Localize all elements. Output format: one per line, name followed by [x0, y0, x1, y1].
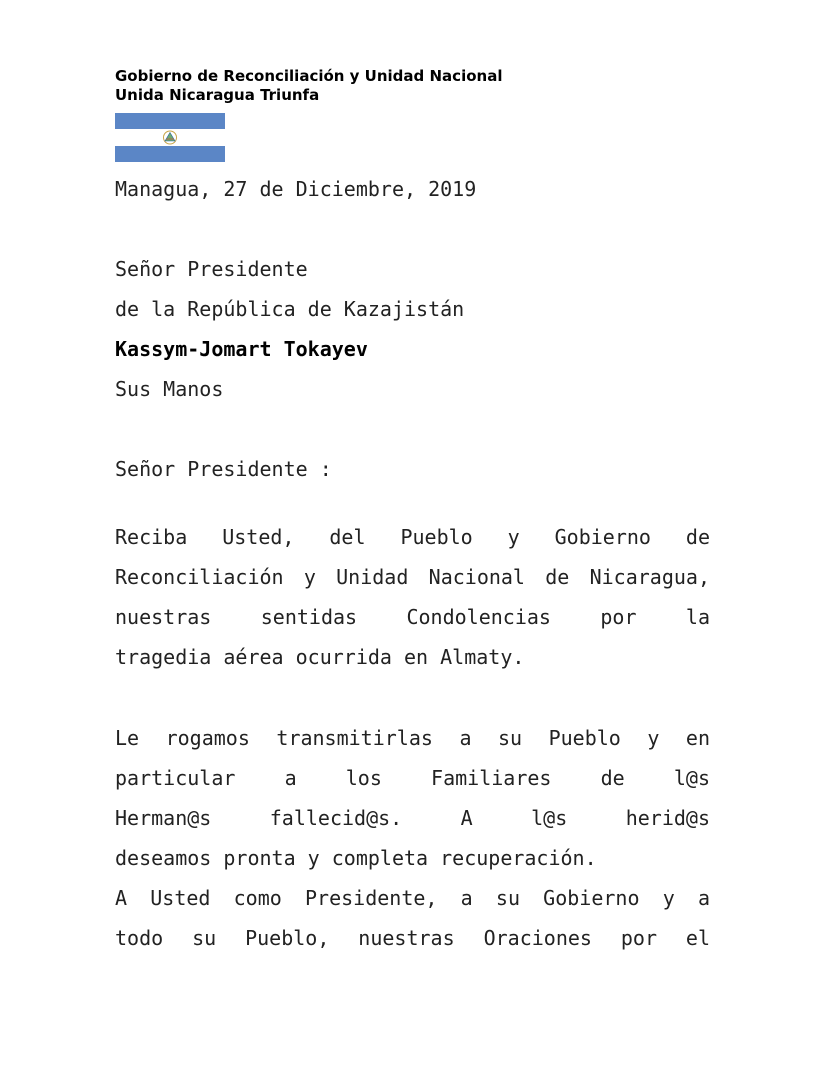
- paragraph-line: tragedia aérea ocurrida en Almaty.: [115, 645, 525, 669]
- paragraph-line: nuestras sentidas Condolencias por la: [115, 605, 710, 629]
- salutation: Señor Presidente :: [115, 457, 332, 481]
- recipient-title: Señor Presidente: [115, 257, 308, 281]
- date-line: Managua, 27 de Diciembre, 2019: [115, 177, 477, 201]
- paragraph-line: Reconciliación y Unidad Nacional de Nicaragua,: [115, 565, 710, 589]
- paragraph-line: A Usted como Presidente, a su Gobierno y a: [115, 886, 710, 910]
- government-header-line1: Gobierno de Reconciliación y Unidad Nacional: [115, 67, 503, 85]
- paragraph-condolences: [115, 517, 710, 677]
- paragraph-line: Herman@s fallecid@s. A l@s herid@s: [115, 806, 710, 830]
- recipient-closing: Sus Manos: [115, 377, 224, 401]
- paragraph-prayers: [115, 878, 710, 958]
- recipient-name: Kassym-Jomart Tokayev: [115, 337, 368, 361]
- paragraph-line: particular a los Familiares de l@s: [115, 766, 710, 790]
- government-header-line2: Unida Nicaragua Triunfa: [115, 86, 320, 104]
- recipient-country: de la República de Kazajistán: [115, 297, 465, 321]
- paragraph-request: [115, 718, 710, 878]
- paragraph-line: todo su Pueblo, nuestras Oraciones por el: [115, 926, 710, 950]
- paragraph-line: Le rogamos transmitirlas a su Pueblo y en: [115, 726, 710, 750]
- paragraph-line: Reciba Usted, del Pueblo y Gobierno de: [115, 525, 710, 549]
- paragraph-line: deseamos pronta y completa recuperación.: [115, 846, 597, 870]
- government-header: [115, 67, 502, 105]
- nicaragua-flag: [115, 113, 225, 162]
